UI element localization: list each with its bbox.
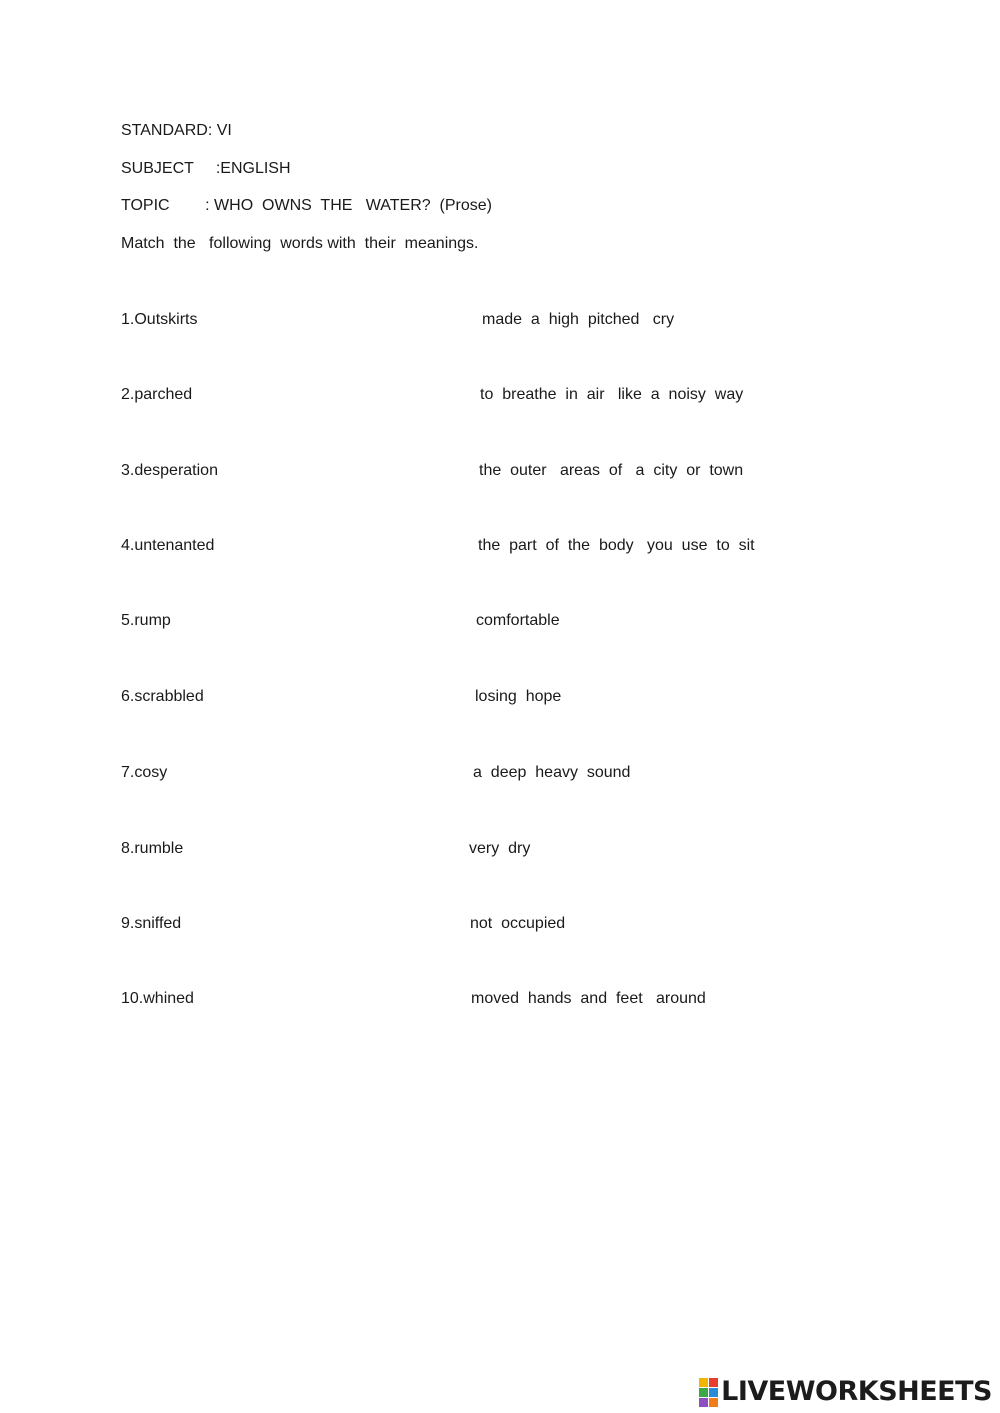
match-meaning-3: the outer areas of a city or town bbox=[479, 462, 744, 479]
match-word-3: 3.desperation bbox=[121, 462, 218, 479]
match-word-2: 2.parched bbox=[121, 386, 193, 403]
match-word-4: 4.untenanted bbox=[121, 537, 215, 554]
match-meaning-7: a deep heavy sound bbox=[473, 764, 631, 781]
instruction-text: Match the following words with their meanings. bbox=[121, 235, 479, 252]
match-meaning-9: not occupied bbox=[470, 915, 566, 932]
logo-square bbox=[709, 1398, 718, 1407]
match-meaning-4: the part of the body you use to sit bbox=[478, 537, 755, 554]
subject-label: SUBJECT :ENGLISH bbox=[121, 160, 291, 177]
logo-square bbox=[709, 1388, 718, 1397]
liveworksheets-logo bbox=[699, 1377, 992, 1407]
standard-label: STANDARD: VI bbox=[121, 122, 232, 139]
match-meaning-2: to breathe in air like a noisy way bbox=[480, 386, 744, 403]
liveworksheets-logo-icon bbox=[699, 1378, 718, 1407]
match-word-1: 1.Outskirts bbox=[121, 311, 198, 328]
match-meaning-6: losing hope bbox=[475, 688, 562, 705]
topic-label: TOPIC : WHO OWNS THE WATER? (Prose) bbox=[121, 197, 492, 214]
match-word-10: 10.whined bbox=[121, 990, 194, 1007]
match-word-8: 8.rumble bbox=[121, 840, 184, 857]
logo-square bbox=[699, 1378, 708, 1387]
logo-square bbox=[709, 1378, 718, 1387]
logo-square bbox=[699, 1398, 708, 1407]
match-word-9: 9.sniffed bbox=[121, 915, 182, 932]
match-meaning-5: comfortable bbox=[476, 612, 560, 629]
match-meaning-1: made a high pitched cry bbox=[482, 311, 675, 328]
logo-square bbox=[699, 1388, 708, 1397]
match-word-6: 6.scrabbled bbox=[121, 688, 204, 705]
liveworksheets-brand-text: LIVEWORKSHEETS bbox=[721, 1376, 992, 1407]
match-meaning-10: moved hands and feet around bbox=[471, 990, 706, 1007]
match-meaning-8: very dry bbox=[469, 840, 531, 857]
match-word-7: 7.cosy bbox=[121, 764, 168, 781]
match-word-5: 5.rump bbox=[121, 612, 171, 629]
